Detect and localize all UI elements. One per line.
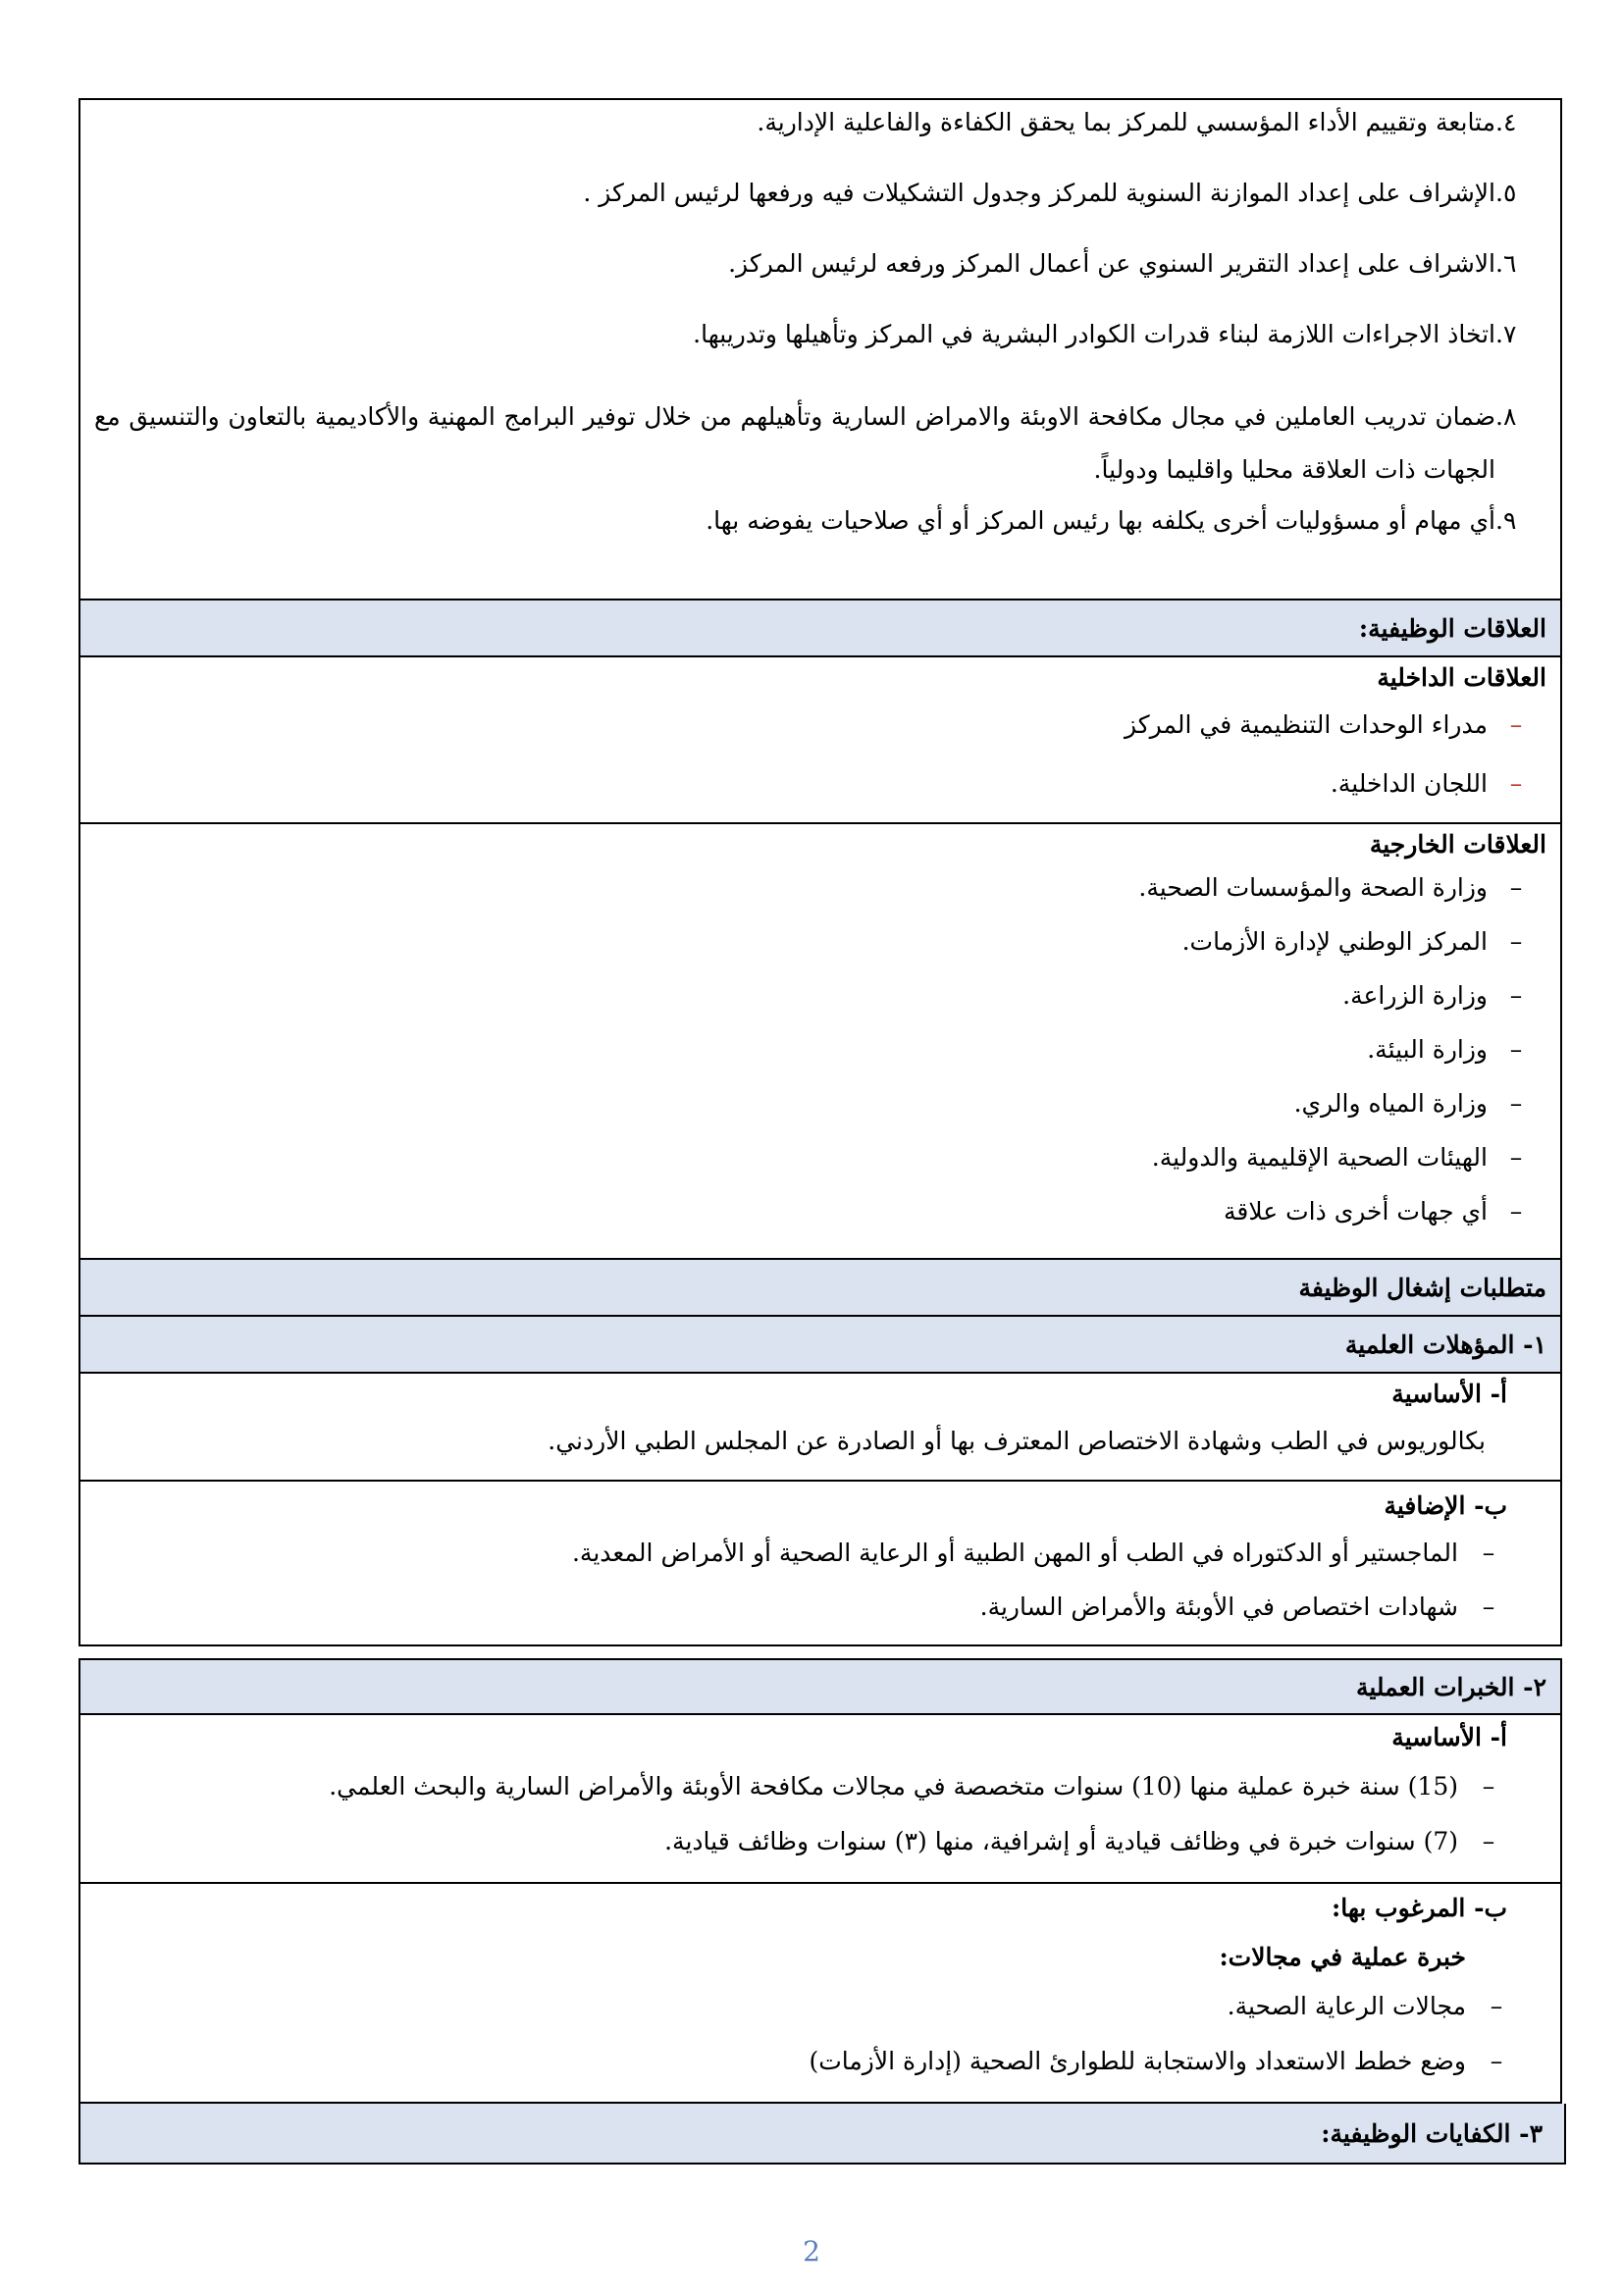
relations-title: العلاقات الوظيفية: — [1358, 613, 1546, 643]
list-item — [94, 1592, 1503, 1646]
dash-bullet-icon: – — [1490, 2047, 1503, 2075]
internal-relations-title: العلاقات الداخلية — [1377, 663, 1546, 692]
page-number: 2 — [803, 2235, 820, 2268]
qualifications-basic-title: أ- الأساسية — [1391, 1380, 1507, 1408]
dash-bullet-icon: – — [1509, 873, 1523, 902]
list-item — [94, 927, 1531, 981]
external-relation-text: المركز الوطني لإدارة الأزمات. — [1181, 927, 1488, 956]
requirements-header — [79, 1260, 1562, 1317]
list-item — [94, 1143, 1531, 1197]
basic-experience-text: (7) سنوات خبرة في وظائف قيادية أو إشرافية، منها (٣) سنوات وظائف قيادية. — [664, 1827, 1458, 1855]
experience-header — [79, 1658, 1562, 1715]
dash-bullet-icon: – — [1509, 1197, 1523, 1226]
duty-text: الإشراف على إعداد الموازنة السنوية للمركز وجدول التشكيلات فيه ورفعها لرئيس المركز . — [583, 179, 1495, 207]
experience-basic-title: أ- الأساسية — [1391, 1723, 1507, 1751]
qualifications-additional-block — [79, 1482, 1562, 1646]
list-item — [94, 981, 1531, 1035]
dash-bullet-icon: – — [1509, 981, 1523, 1010]
qualifications-additional-title: ب- الإضافية — [1384, 1491, 1507, 1520]
duty-item — [94, 506, 1546, 565]
dash-bullet-icon: – — [1509, 1035, 1523, 1064]
dash-bullet-icon: – — [1482, 1772, 1495, 1800]
dash-bullet-icon: – — [1490, 1992, 1503, 2020]
experience-title: ٢- الخبرات العملية — [1355, 1672, 1546, 1701]
duty-text: أي مهام أو مسؤوليات أخرى يكلفه بها رئيس المركز أو أي صلاحيات يفوضه بها. — [706, 506, 1495, 535]
internal-relation-text: مدراء الوحدات التنظيمية في المركز — [1124, 710, 1488, 739]
competencies-title: ٣- الكفايات الوظيفية: — [1321, 2118, 1543, 2148]
experience-desired-subtitle: خبرة عملية في مجالات: — [1219, 1943, 1466, 1971]
list-item — [94, 1539, 1503, 1592]
list-item — [80, 699, 1560, 765]
external-relations-block — [79, 824, 1562, 1260]
duty-number: ٨. — [1495, 402, 1517, 431]
list-item — [94, 1197, 1531, 1251]
external-relation-text: أي جهات أخرى ذات علاقة — [1224, 1197, 1488, 1226]
internal-relation-text: اللجان الداخلية. — [1330, 769, 1488, 798]
dash-bullet-icon: – — [1509, 1089, 1523, 1118]
duty-item — [94, 179, 1546, 249]
requirements-title: متطلبات إشغال الوظيفة — [1298, 1273, 1546, 1302]
external-relation-text: وزارة الزراعة. — [1342, 981, 1488, 1010]
duty-item — [94, 320, 1546, 391]
internal-relations-block — [79, 657, 1562, 824]
external-relation-text: وزارة البيئة. — [1367, 1035, 1488, 1064]
experience-desired-title: ب- المرغوب بها: — [1332, 1894, 1507, 1922]
duty-number: ٥. — [1495, 179, 1517, 207]
dash-bullet-icon: – — [1509, 710, 1523, 739]
experience-desired-block — [79, 1884, 1562, 2104]
competencies-header — [79, 2104, 1566, 2165]
list-item — [80, 765, 1560, 824]
external-relation-text: وزارة المياه والري. — [1293, 1089, 1488, 1118]
external-relations-title: العلاقات الخارجية — [1369, 830, 1546, 859]
desired-experience-text: مجالات الرعاية الصحية. — [1227, 1992, 1466, 2020]
duty-item — [94, 249, 1546, 320]
duty-text: متابعة وتقييم الأداء المؤسسي للمركز بما يحقق الكفاءة والفاعلية الإدارية. — [757, 108, 1495, 136]
list-item — [94, 1827, 1503, 1882]
duty-item — [94, 108, 1546, 179]
additional-qualification-text: الماجستير أو الدكتوراه في الطب أو المهن الطبية أو الرعاية الصحية أو الأمراض المعدية. — [571, 1539, 1458, 1567]
external-relation-text: الهيئات الصحية الإقليمية والدولية. — [1151, 1143, 1488, 1172]
list-item — [94, 1089, 1531, 1143]
dash-bullet-icon: – — [1482, 1592, 1495, 1621]
desired-experience-text: وضع خطط الاستعداد والاستجابة للطوارئ الصحية (إدارة الأزمات) — [809, 2047, 1466, 2075]
duty-number: ٧. — [1495, 320, 1517, 348]
list-item — [94, 873, 1531, 927]
duty-text: ضمان تدريب العاملين في مجال مكافحة الاوبئة والامراض السارية وتأهيلهم من خلال توفير البرامج المهنية والأكاديمية بالتعاون والتنسيق مع الجهات ذات العلاقة محليا واقليما ودولياً. — [94, 402, 1495, 484]
duty-number: ٦. — [1495, 249, 1517, 278]
duty-number: ٩. — [1495, 506, 1517, 535]
dash-bullet-icon: – — [1509, 769, 1523, 798]
list-item — [94, 1035, 1531, 1089]
dash-bullet-icon: – — [1509, 1143, 1523, 1172]
relations-header — [79, 600, 1562, 657]
list-item — [94, 1992, 1511, 2047]
dash-bullet-icon: – — [1482, 1827, 1495, 1855]
duty-text: اتخاذ الاجراءات اللازمة لبناء قدرات الكوادر البشرية في المركز وتأهيلها وتدريبها. — [693, 320, 1495, 348]
list-item — [94, 1772, 1503, 1827]
qualifications-basic-block — [79, 1374, 1562, 1482]
additional-qualification-text: شهادات اختصاص في الأوبئة والأمراض السارية. — [979, 1592, 1458, 1621]
duty-number: ٤. — [1495, 108, 1517, 136]
dash-bullet-icon: – — [1482, 1539, 1495, 1567]
experience-basic-block — [79, 1715, 1562, 1884]
basic-experience-text: (15) سنة خبرة عملية منها (10) سنوات متخصصة في مجالات مكافحة الأوبئة والأمراض السارية والبحث العلمي. — [329, 1772, 1458, 1800]
qualifications-header — [79, 1317, 1562, 1374]
dash-bullet-icon: – — [1509, 927, 1523, 956]
qualifications-title: ١- المؤهلات العلمية — [1344, 1330, 1546, 1359]
duty-text: الاشراف على إعداد التقرير السنوي عن أعمال المركز ورفعه لرئيس المركز. — [728, 249, 1495, 278]
external-relation-text: وزارة الصحة والمؤسسات الصحية. — [1138, 873, 1488, 902]
duties-block — [79, 98, 1562, 600]
duty-item — [94, 391, 1546, 506]
qualifications-basic-text: بكالوريوس في الطب وشهادة الاختصاص المعترف بها أو الصادرة عن المجلس الطبي الأردني. — [548, 1427, 1486, 1455]
list-item — [94, 2047, 1511, 2102]
